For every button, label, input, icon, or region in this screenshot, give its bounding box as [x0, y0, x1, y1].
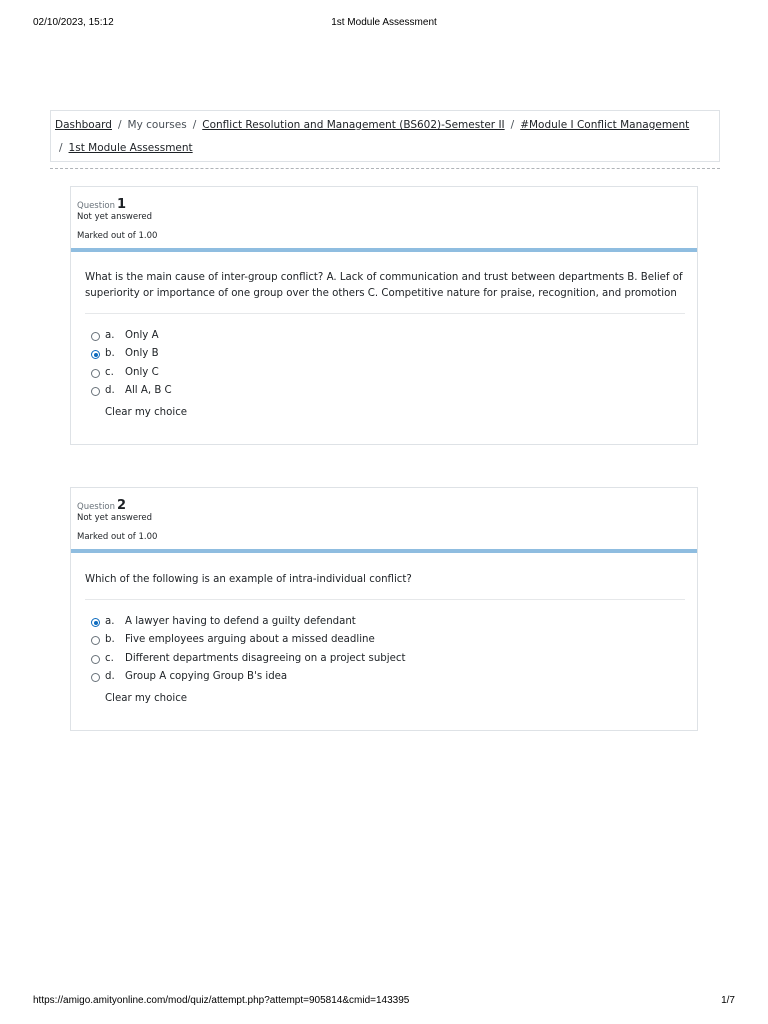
option-text: Five employees arguing about a missed deadline: [125, 634, 375, 646]
option-text: Only B: [125, 348, 159, 360]
radio-button[interactable]: [91, 369, 100, 378]
print-url: https://amigo.amityonline.com/mod/quiz/attempt.php?attempt=905814&cmid=143395: [33, 995, 410, 1006]
print-header: [0, 17, 768, 31]
breadcrumb-module[interactable]: #Module I Conflict Management: [520, 119, 690, 131]
radio-button[interactable]: [91, 673, 100, 682]
clear-choice-link[interactable]: Clear my choice: [105, 407, 188, 418]
breadcrumb-dashboard[interactable]: Dashboard: [55, 119, 112, 131]
print-datetime: 02/10/2023, 15:12: [33, 17, 114, 28]
option-letter: b.: [105, 634, 115, 646]
option-text: A lawyer having to defend a guilty defendant: [125, 616, 356, 627]
question-label: Question: [77, 201, 116, 211]
question-accent-bar: [71, 549, 697, 553]
clear-choice-link[interactable]: Clear my choice: [105, 693, 188, 704]
question-card-2: [70, 487, 698, 731]
option-letter: a.: [105, 330, 115, 341]
question-divider: [85, 313, 685, 314]
question-number-value: 1: [117, 197, 127, 212]
question-card-1: [70, 186, 698, 445]
option-letter: d.: [105, 384, 115, 396]
question-grade: Marked out of 1.00: [77, 231, 158, 241]
breadcrumb-separator: /: [117, 119, 122, 131]
radio-button-selected[interactable]: [91, 618, 100, 627]
question-number: [77, 494, 126, 513]
option-text: Different departments disagreeing on a project subject: [125, 652, 406, 664]
question-text: What is the main cause of inter-group conflict? A. Lack of communication and trust between departments B. Belief of superiority or importance of one group over the others C. Competitive nature for praise, recognition, and promotion: [85, 272, 683, 299]
question-number-value: 2: [117, 498, 127, 513]
question-divider: [85, 599, 685, 600]
radio-button[interactable]: [91, 387, 100, 396]
breadcrumb-separator: /: [192, 119, 197, 131]
option-letter: a.: [105, 616, 115, 627]
radio-button-selected[interactable]: [91, 350, 100, 359]
option-text: Only A: [125, 330, 159, 341]
breadcrumb-separator: /: [510, 119, 515, 131]
breadcrumb: [50, 110, 720, 162]
question-state: Not yet answered: [77, 212, 153, 222]
question-number: [77, 193, 126, 212]
breadcrumb-course[interactable]: Conflict Resolution and Management (BS602)-Semester II: [202, 119, 505, 131]
radio-button[interactable]: [91, 332, 100, 341]
radio-button[interactable]: [91, 636, 100, 645]
breadcrumb-assessment[interactable]: 1st Module Assessment: [68, 142, 193, 154]
option-text: Group A copying Group B's idea: [125, 670, 288, 682]
question-accent-bar: [71, 248, 697, 252]
question-state: Not yet answered: [77, 513, 153, 523]
option-letter: b.: [105, 348, 115, 360]
print-page-number: 1/7: [721, 995, 735, 1006]
print-footer: [0, 995, 768, 1009]
option-text: Only C: [125, 366, 159, 378]
option-letter: d.: [105, 670, 115, 682]
question-grade: Marked out of 1.00: [77, 532, 158, 542]
breadcrumb-my-courses: My courses: [127, 119, 187, 131]
radio-button[interactable]: [91, 655, 100, 664]
print-page-title: 1st Module Assessment: [331, 17, 437, 28]
option-letter: c.: [105, 652, 114, 664]
breadcrumb-separator: /: [59, 142, 63, 154]
option-letter: c.: [105, 366, 114, 378]
question-text: Which of the following is an example of intra-individual conflict?: [85, 574, 412, 585]
section-divider: [50, 168, 720, 169]
option-text: All A, B C: [125, 384, 172, 396]
question-label: Question: [77, 502, 116, 512]
